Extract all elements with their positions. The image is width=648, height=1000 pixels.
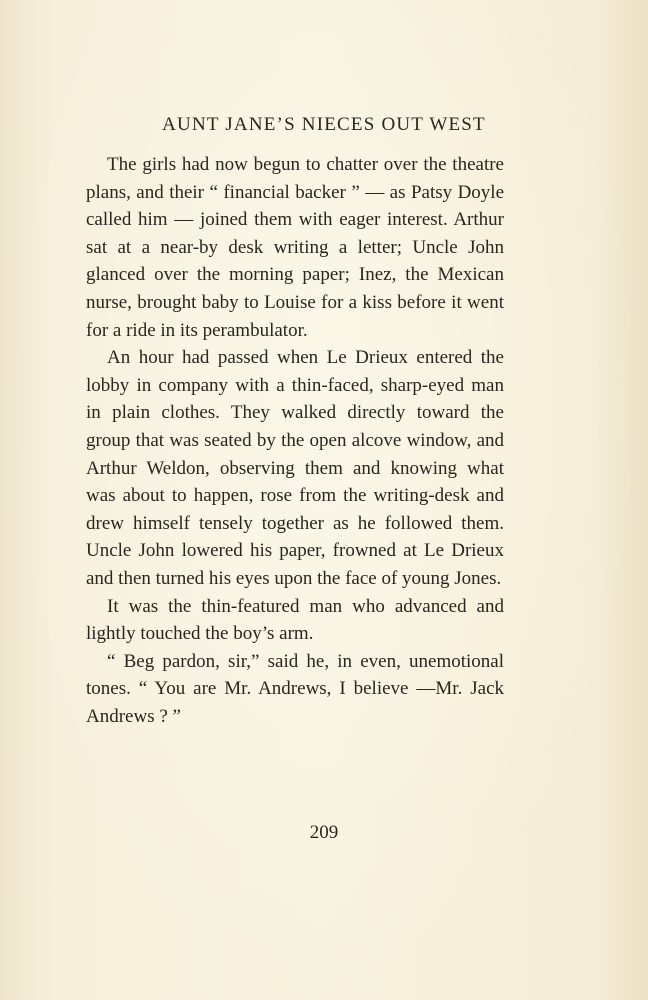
paragraph: The girls had now begun to chatter over the theatre plans, and their “ financial backer ” — as Patsy Doyle called him — joined them with eager interest. Arthur sat at a near-by desk writing a letter; Uncle John glanced over the morning paper; Inez, the Mexican nurse, brought baby to Louise for a kiss before it went for a ride in its perambulator. (86, 154, 504, 341)
paragraph: “ Beg pardon, sir,” said he, in even, unemotional tones. “ You are Mr. Andrews, I believe —Mr. Jack Andrews ? ” (86, 650, 504, 727)
body-text (86, 151, 504, 730)
paragraph: It was the thin-featured man who advanced and lightly touched the boy’s arm. (86, 595, 504, 645)
paragraph: An hour had passed when Le Drieux entered the lobby in company with a thin-faced, sharp-eyed man in plain clothes. They walked directly toward the group that was seated by the open alcove window, and Arthur Weldon, observing them and knowing what was about to happen, rose from the writing-desk and drew himself tensely together as he followed them. Uncle John lowered his paper, frowned at Le Drieux and then turned his eyes upon the face of young Jones. (86, 347, 504, 589)
running-head: AUNT JANE’S NIECES OUT WEST (162, 114, 486, 135)
page-number: 209 (309, 822, 339, 843)
